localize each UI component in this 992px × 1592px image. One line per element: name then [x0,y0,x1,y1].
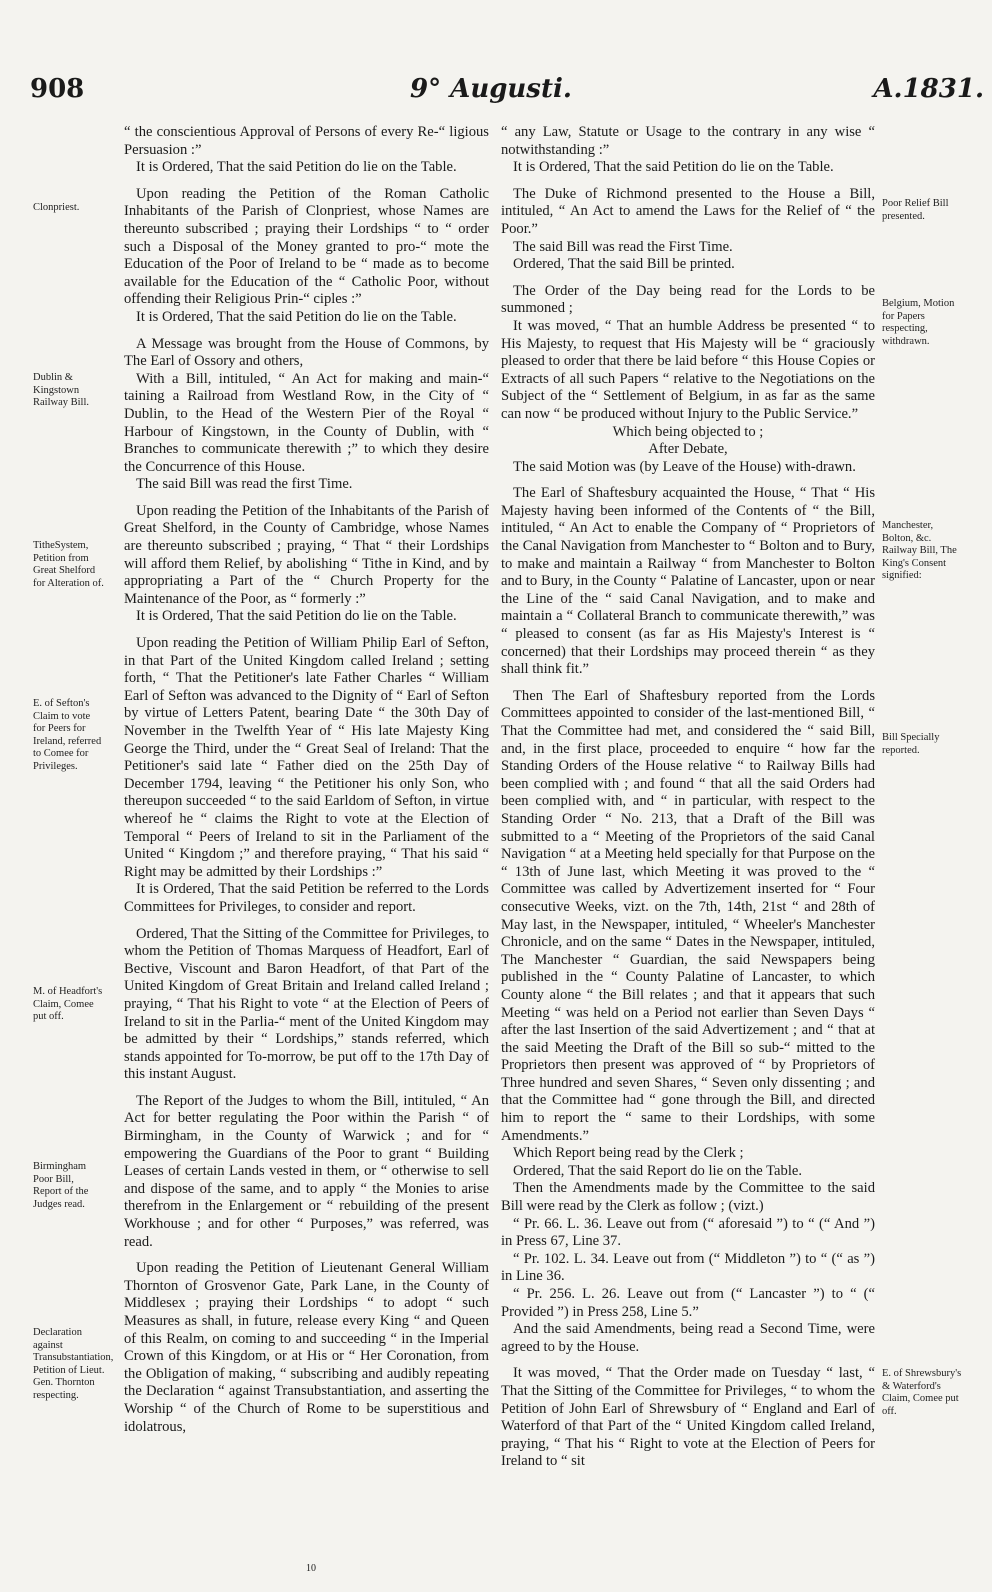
paragraph: Then the Amendments made by the Committee to the said Bill were read by the Clerk as follow ; (vizt.) [501,1180,875,1215]
paragraph: Upon reading the Petition of Lieutenant General William Thornton of Grosvenor Gate, Park Lane, in the County of Middlesex ; praying their Lordships “ to adopt “ such Measures as shall, in future, release every King “ and Queen of this Realm, on coming to and succeeding “ in the Imperial Crown of this Kingdom, or at His or “ Her Coronation, from the Obligation of making, “ subscribing and audibly repeating the Declaration “ against Transubstantiation, and asserting the Worship “ of the Church of Rome to be superstitious and idolatrous, [124,1260,489,1435]
paragraph: It is Ordered, That the said Petition do lie on the Table. [136,608,457,625]
paragraph: It is Ordered, That the said Petition do lie on the Table. [136,308,457,325]
margin-note: Declaration against Transubstantiation, Petition of Lieut. Gen. Thornton respecting. [33,1327,114,1401]
margin-note: Belgium, Motion for Papers respecting, withdrawn. [882,298,955,347]
paragraph: Which being objected to ; [612,423,764,440]
paragraph: The Earl of Shaftesbury acquainted the House, “ That “ His Majesty having been informed of the Contents of “ the Bill, intituled, “ An Act to enable the Company of “ Proprietors of the Canal Navigation from Manchester to “ Bolton and to Bury, to make and maintain a Railway “ from Manchester to Bolton and to Bury, in the County “ Palatine of Lancaster, upon or near the Line of the “ said Canal Navigation, and to make and maintain a “ Collateral Branch to communicate therewith,” was “ pleased to consent (as far as His Majesty's Interest is “ concerned) that their Lordships may proceed therein “ as they shall think fit.” [501,485,875,678]
margin-note: Birmingham Poor Bill, Report of the Judges read. [33,1161,89,1210]
paragraph: The said Bill was read the First Time. [513,238,733,255]
paragraph: It is Ordered, That the said Petition be referred to the Lords Committees for Privileges, to consider and report. [124,881,489,915]
paragraph: Then The Earl of Shaftesbury reported from the Lords Committees appointed to consider of the last-mentioned Bill, “ That the Committee had met, and considered the “ said Bill, and, in the first place, proceeded to enquire “ how far the Standing Orders of the House relative “ to Railway Bills had been complied with ; and found “ that all the said Orders had been complied with, and “ in particular, with respect to the Standing Order “ No. 213, that a Draft of the Bill was submitted to a “ Meeting of the Proprietors of the said Canal Navigation “ at a Meeting held specially for that Purpose on the “ 13th of June last, which Meeting it was proved to the “ Committee was called by Advertizement inserted for “ Four consecutive Weeks, vizt. on the 7th, 14th, 21st “ and 28th of May last, in the Newspaper, intituled, “ Wheeler's Manchester Chronicle, and on the same “ Dates in the Newspaper, intituled, The Manchester “ Guardian, the said Newspapers being published in the “ County Palatine of Lancaster, to which County alone “ the Bill relates ; and that it appears that such Meeting “ was held on a Period not earlier than Seven Days “ after the last Insertion of the said Advertizement ; and “ that at the said Meeting the Draft of the Bill so sub-“ mitted to the Proprietors then present was approved of “ by Proprietors of Three hundred and seven Shares, “ Seven only dissenting ; and that the Committee had “ gone through the Bill, and directed him to report the “ same to their Lordships, with some Amendments.” [501,687,875,1144]
page-date: 9° Augusti. [410,74,572,104]
paragraph: It was moved, “ That an humble Address be presented “ to His Majesty, to request that His Majesty will be “ graciously pleased to order that there be laid before “ this House Copies or Extracts of all such Papers “ relative to the Negotiations on the Subject of the “ Settlement of Belgium, in as far as the same can now “ be produced without Injury to the Public Service.” [501,317,875,422]
paragraph: “ Pr. 256. L. 26. Leave out from (“ Lancaster ”) to “ (“ Provided ”) in Press 258, Line 5.” [501,1286,875,1320]
paragraph: It is Ordered, That the said Petition do lie on the Table. [136,159,457,176]
paragraph: Upon reading the Petition of the Inhabitants of the Parish of Great Shelford, in the County of Cambridge, whose Names are thereunto subscribed ; praying, “ That “ their Lordships will afford them Relief, by abolishing “ Tithe in Kind, and by appropriating a Part of the “ Church Property for the Maintenance of the Poor, as “ formerly :” [124,502,489,607]
paragraph: A Message was brought from the House of Commons, by The Earl of Ossory and others, [124,335,489,370]
paragraph: The Report of the Judges to whom the Bill, intituled, “ An Act for better regulating the Poor within the Parish “ of Birmingham, in the County of Warwick ; and for “ empowering the Guardians of the Poor to grant “ Building Leases of certain Lands vested in them, or “ otherwise to sell and dispose of the same, and to apply “ the Monies to arise therefrom in the Enlargement or “ rebuilding of the present Workhouse ; and for other “ Purposes,” was referred, was read. [124,1092,489,1250]
margin-note: TitheSystem, Petition from Great Shelford for Alteration of. [33,540,104,589]
paragraph: Which Report being read by the Clerk ; [513,1145,744,1162]
paragraph: It was moved, “ That the Order made on Tuesday “ last, “ That the Sitting of the Committee for Privileges, “ to whom the Petition of John Earl of Shrewsbury of “ England and Earl of Waterford of that Part of the “ United Kingdom called Ireland, praying, “ That his “ Right to vote at the Election of Peers for Ireland to “ sit [501,1365,875,1470]
paragraph: “ Pr. 102. L. 34. Leave out from (“ Middleton ”) to “ (“ as ”) in Line 36. [501,1250,875,1285]
paragraph: With a Bill, intituled, “ An Act for making and main-“ taining a Railroad from Westland Row, in the City of “ Dublin, to the Head of the Western Pier of the Royal “ Harbour of Kingstown, in the County of Dublin, with “ Branches to communicate therewith ;” to which they desire the Concurrence of this House. [124,370,489,475]
paragraph: The Duke of Richmond presented to the House a Bill, intituled, “ An Act to amend the Laws for the Relief of “ the Poor.” [501,185,875,237]
paragraph: Ordered, That the Sitting of the Committee for Privileges, to whom the Petition of Thomas Marquess of Headfort, Earl of Bective, Viscount and Baron Headfort, of that Part of the United Kingdom of Great Britain and Ireland called Ireland ; praying, “ That his Right to vote “ at the Election of Peers of Ireland to sit in the Parlia-“ ment of the United Kingdom may be admitted by their “ Lordships,” stands referred, which stands appointed for To-morrow, be put off to the 17th Day of this instant August. [124,925,489,1083]
margin-note: Clonpriest. [33,202,80,213]
page-header [0,74,992,114]
paragraph: And the said Amendments, being read a Second Time, were agreed to by the House. [501,1321,875,1355]
paragraph: Upon reading the Petition of the Roman Catholic Inhabitants of the Parish of Clonpriest, whose Names are thereunto subscribed ; praying their Lordships “ to “ order such a Disposal of the Money granted to pro-“ mote the Education of the Poor of Ireland to be “ made as to become available for the Education of the “ Catholic Poor, without offending their Religious Prin-“ ciples :” [124,185,489,308]
paragraph: “ any Law, Statute or Usage to the contrary in any wise “ notwithstanding :” [501,124,875,158]
margin-note: Poor Relief Bill presented. [882,198,949,222]
margin-note: E. of Sefton's Claim to vote for Peers for Ireland, referred to Comee for Privileges. [33,698,102,772]
paragraph: After Debate, [648,441,728,458]
signature-mark: 10 [306,1563,316,1574]
margin-note: M. of Headfort's Claim, Comee put off. [33,986,103,1023]
paragraph: Ordered, That the said Report do lie on the Table. [513,1162,803,1179]
margin-note: E. of Shrewsbury's & Waterford's Claim, Comee put off. [882,1368,962,1417]
margin-note: Bill Specially reported. [882,732,940,756]
paragraph: Ordered, That the said Bill be printed. [513,256,735,273]
paragraph: It is Ordered, That the said Petition do lie on the Table. [513,159,834,176]
paragraph: The said Bill was read the first Time. [136,476,353,493]
text-column-right [501,124,875,1480]
paragraph: Upon reading the Petition of William Philip Earl of Sefton, in that Part of the United Kingdom called Ireland ; setting forth, “ That the Petitioner's late Father Charles “ William Earl of Sefton was advanced to the Dignity of “ Earl of Sefton by virtue of Letters Patent, bearing Date “ the 30th Day of November in the Twelfth Year of “ His late Majesty King George the Third, under the “ Great Seal of Ireland: That the Petitioner's said late “ Father died on the 25th Day of December 1794, leaving “ the Petitioner his only Son, who thereupon succeeded “ to the said Earldom of Sefton, in virtue whereof he “ claims the Right to vote at the Election of Temporal “ Peers of Ireland to sit in the Parliament of the United “ Kingdom ;” and therefore praying, “ That his said “ Right may be admitted by their Lordships :” [124,635,489,880]
paragraph: The Order of the Day being read for the Lords to be summoned ; [501,282,875,317]
page-year: A.1831. [873,74,984,104]
paragraph: “ Pr. 66. L. 36. Leave out from (“ aforesaid ”) to “ (“ And ”) in Press 67, Line 37. [501,1215,875,1250]
paragraph: “ the conscientious Approval of Persons of every Re-“ ligious Persuasion :” [124,124,489,158]
paragraph: The said Motion was (by Leave of the House) with-drawn. [513,458,856,475]
text-column-left [124,124,489,1445]
margin-note: Manchester, Bolton, &c. Railway Bill, The King's Consent signified: [882,520,957,582]
margin-note: Dublin & Kingstown Railway Bill. [33,372,89,409]
page-number: 908 [30,74,85,104]
